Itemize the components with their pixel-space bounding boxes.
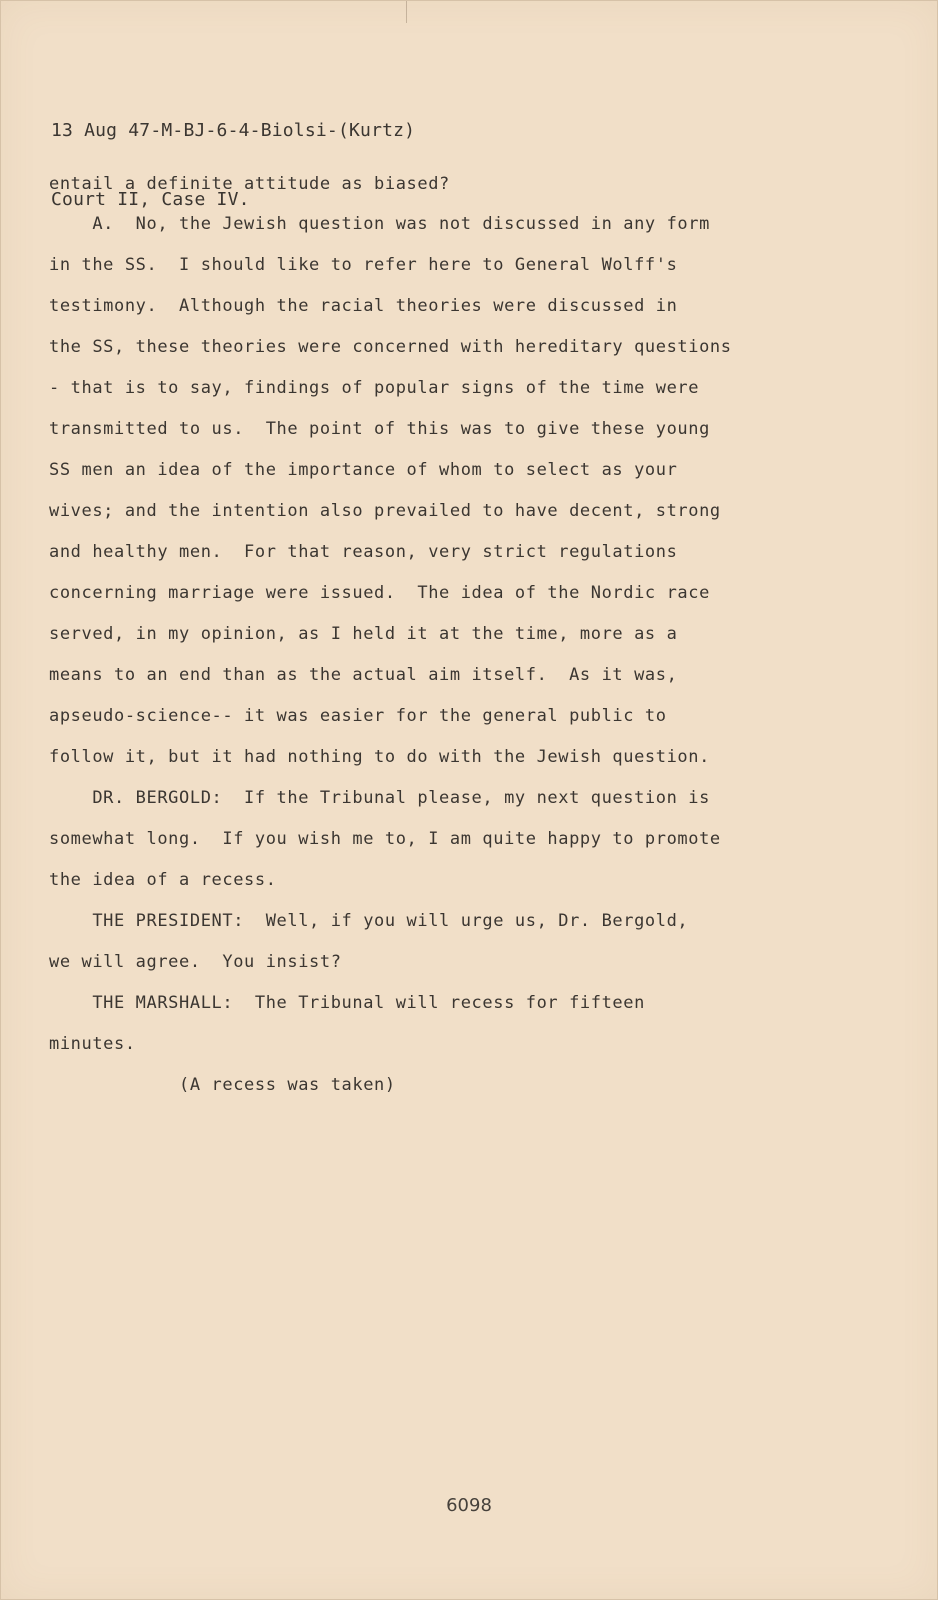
text-line: DR. BERGOLD: If the Tribunal please, my next question is (49, 788, 710, 808)
text-line: apseudo-science-- it was easier for the general public to (49, 706, 667, 726)
text-line: the idea of a recess. (49, 870, 277, 890)
court-line: Court II, Case IV. (51, 189, 250, 210)
text-line: A. No, the Jewish question was not discussed in any form (49, 214, 710, 234)
text-line: wives; and the intention also prevailed to have decent, strong (49, 501, 721, 521)
text-line: (A recess was taken) (49, 1075, 396, 1095)
text-line: minutes. (49, 1034, 136, 1054)
text-line: served, in my opinion, as I held it at the time, more as a (49, 624, 678, 644)
text-line: concerning marriage were issued. The idea of the Nordic race (49, 583, 710, 603)
text-line: in the SS. I should like to refer here to General Wolff's (49, 255, 678, 275)
text-line: entail a definite attitude as biased? (49, 174, 450, 194)
text-line: the SS, these theories were concerned with hereditary questions (49, 337, 732, 357)
text-line: somewhat long. If you wish me to, I am quite happy to promote (49, 829, 721, 849)
page-number: 6098 (446, 1495, 492, 1516)
text-line: testimony. Although the racial theories were discussed in (49, 296, 678, 316)
text-line: THE PRESIDENT: Well, if you will urge us, Dr. Bergold, (49, 911, 689, 931)
text-line: SS men an idea of the importance of whom to select as your (49, 460, 678, 480)
text-line: transmitted to us. The point of this was to give these young (49, 419, 710, 439)
reference-line: 13 Aug 47-M-BJ-6-4-Biolsi-(Kurtz) (51, 120, 416, 141)
text-line: follow it, but it had nothing to do with the Jewish question. (49, 747, 710, 767)
text-line: means to an end than as the actual aim itself. As it was, (49, 665, 678, 685)
text-line: we will agree. You insist? (49, 952, 342, 972)
text-line: and healthy men. For that reason, very strict regulations (49, 542, 678, 562)
text-line: THE MARSHALL: The Tribunal will recess for fifteen (49, 993, 645, 1013)
text-line: - that is to say, findings of popular signs of the time were (49, 378, 700, 398)
fold-mark (406, 1, 407, 23)
